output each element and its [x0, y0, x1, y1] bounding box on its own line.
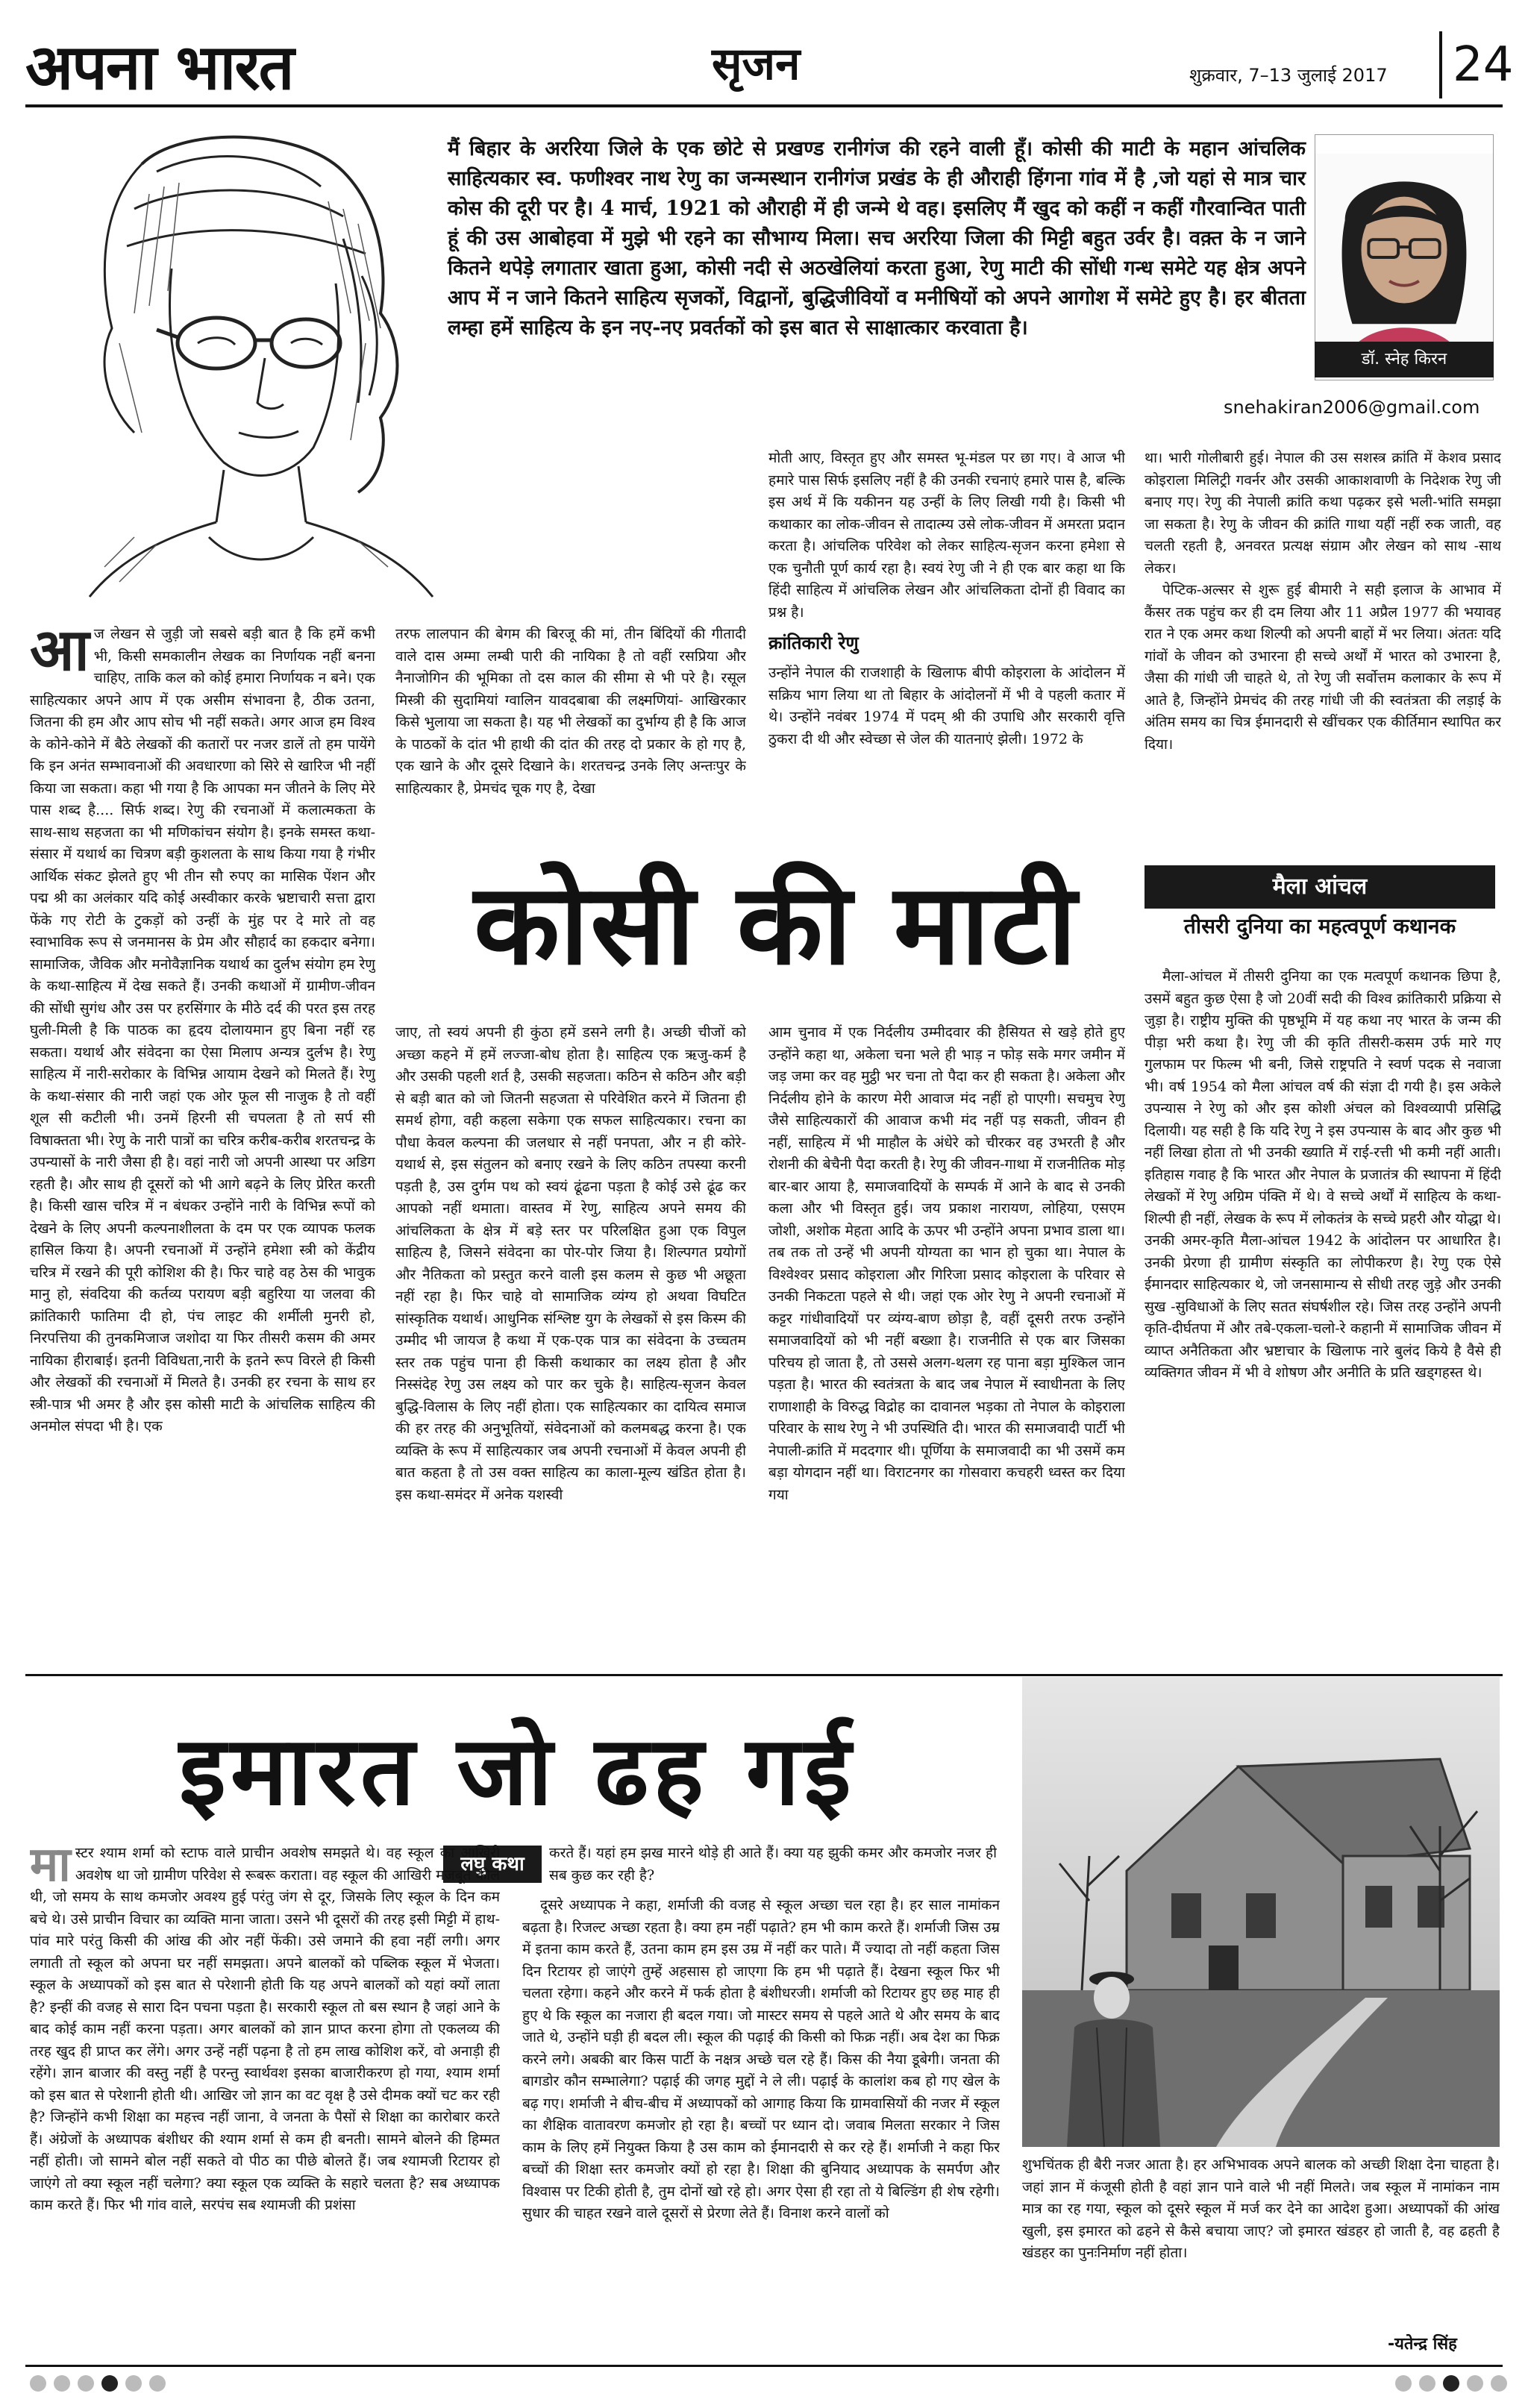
author-email[interactable]: snehakiran2006@gmail.com	[1224, 397, 1480, 418]
sidebar-column	[1145, 966, 1501, 1637]
sidebar-text: मैला-आंचल में तीसरी दुनिया का एक मत्वपूर्ण कथानक छिपा है, उसमें बहुत कुछ ऐसा है जो 20वीं सदी की विश्व क्रांतिकारी प्रक्रिया से जुड़ा है। राष्ट्रीय मुक्ति की पृष्ठभूमि में यह कथा नए भारत के जन्म की पीड़ा भरी कथा है। रेणु जी की कृति तीसरी-कसम उर्फ मारे गए गुलफाम पर फिल्म भी बनी, जिसे राष्ट्रपति ने स्वर्ण पदक से नवाजा भी। वर्ष 1954 को मैला आंचल वर्ष की संज्ञा दी गयी है। इस अकेले उपन्यास ने रेणु को और इस कोशी अंचल को विश्वव्यापी प्रसिद्धि दिलायी। यह सही है कि यदि रेणु ने इस उपन्यास के बाद और कुछ भी नहीं लिखा होता तो भी उनकी ख्याति में राई-रत्ती भी कमी नहीं आती। इतिहास गवाह है कि भारत और नेपाल के प्रजातंत्र की स्थापना में हिंदी लेखकों में रेणु अग्रिम पंक्ति में थे। वे सच्चे अर्थों में साहित्य के कथा-शिल्पी ही नहीं, लेखक के रूप में लोकतंत्र के सच्चे प्रहरी और योद्धा थे। उनकी अमर-कृति मैला-आंचल 1942 के आंदोलन पर आधारित है। उनकी प्रेरणा ही ग्रामीण संस्कृति का लोपीकरण है। रेणु एक ऐसे ईमानदार साहित्यकार थे, जो जनसामान्य से सीधी तरह जुड़े और उनकी सुख -सुविधाओं के लिए सतत संघर्षशील रहे। जिस तरह उन्होंने अपनी कृति-दीर्घतपा में और तबे-एकला-चलो-रे कहानी में सामाजिक जीवन में व्याप्त अनैतिकता और भ्रष्टाचार के खिलाफ नारे बुलंद किये है वैसे ही व्यक्तिगत जीवन में भी वे शोषण और अनीति के प्रति खड्गहस्त थे।	[1145, 968, 1501, 1381]
sketch-portrait-illustration	[30, 119, 448, 604]
story-text: स्टर श्याम शर्मा को स्टाफ वाले प्राचीन अवशेष समझते थे। वह स्कूल का आखिरी अवशेष था जो ग्रामीण परिवेश से रूबरू कराता। वह स्कूल की आखिरी मजबूत कील थी, जो समय के साथ कमजोर अवश्य हुई परंतु जंग से दूर, जिसके लिए स्कूल के दिन कम बचे थे। उसे प्राचीन विचार का व्यक्ति माना जाता। उसने भी दूसरों की तरह इसी मिट्टी में हाथ-पांव मारे परंतु किसी की आंख की ओर नहीं फेंकी। उसे जमाने की हवा नहीं लगी। अगर लगाती तो स्कूल को अपना घर नहीं समझता। अपने बालकों को पब्लिक स्कूल में भेजता। स्कूल के अध्यापकों को इस बात से परेशानी होती कि यह अपने बालकों को यहां क्यों लाता है? इन्हीं की वजह से सारा दिन पचना पड़ता है। सरकारी स्कूल तो बस स्थान है जहां आने के बाद कोई काम नहीं करना पड़ता। अगर बालकों को ज्ञान प्राप्त करना होगा तो एकलव्य की तरह खुद ही प्राप्त कर लेंगे। अगर उन्हें नहीं पढ़ना है तो हम लाख कोशिश करें, वो अनाड़ी ही रहेंगे। ज्ञान बाजार की वस्तु नहीं है परन्तु स्वार्थवश इसका बाजारीकरण हो गया, श्याम शर्मा को इस बात से परेशानी होती थी। आखिर जो ज्ञान का वट वृक्ष है उसे दीमक क्यों चट कर रही है? जिन्होंने कभी शिक्षा का महत्त्व नहीं जाना, वे जनता के पैसों से शिक्षा का कारोबार करते हैं। अंग्रेजों के अध्यापक बंशीधर की श्याम शर्मा से कम ही बनती। सामने बोलने की हिम्मत नहीं होती। जो सामने बोल नहीं सकते वो पीठ का पीछे बोलते हैं। जब श्यामजी रिटायर हो जाएंगे तो क्या स्कूल नहीं चलेगा? क्या स्कूल एक व्यक्ति के सहारे चलता है? सब अध्यापक काम करते हैं। फिर भी गांव वाले, सरपंच सब श्यामजी की प्रशंसा	[30, 1845, 500, 2213]
sidebar-title: तीसरी दुनिया का महत्वपूर्ण कथानक	[1183, 914, 1456, 938]
story-text: शुभचिंतक ही बैरी नजर आता है। हर अभिभावक अपने बालक को अच्छी शिक्षा देना चाहता है। जहां ज्ञान में कंजूसी होती है वहां ज्ञान पाने वाले भी नहीं मिलते। जब स्कूल में नामांकन नाम मात्र का रह गया, स्कूल को दूसरे स्कूल में मर्ज कर देने का आदेश हुआ। अध्यापकों की आंख खुली, इस इमारत को ढहने से कैसे बचाया जाए? जो इमारत खंडहर हो जाती है, वह ढहती है खंडहर का पुनःनिर्माण नहीं होता।	[1022, 2157, 1500, 2261]
nav-dot	[1491, 2375, 1507, 2392]
nav-dot	[1467, 2375, 1483, 2392]
story-column-1	[30, 1843, 500, 2350]
article-subheading: क्रांतिकारी रेणु	[768, 633, 859, 653]
page-navigation-dots	[30, 2375, 166, 2392]
story-column-2-top	[549, 1843, 997, 1887]
story-byline: -यतेन्द्र सिंह	[1388, 2335, 1457, 2354]
section-name: सृजन	[712, 38, 801, 90]
issue-date: शुक्रवार, 7–13 जुलाई 2017	[1189, 65, 1388, 86]
nav-dot-active	[101, 2375, 118, 2392]
story-column-2	[522, 1895, 1000, 2357]
nav-dot	[125, 2375, 142, 2392]
page-navigation-dots	[1395, 2375, 1507, 2392]
old-man-house-photo	[1022, 1677, 1500, 2147]
drop-cap: आ	[30, 624, 90, 684]
drop-cap: मा	[30, 1843, 71, 1893]
article-text: तरफ लालपान की बेगम की बिरजू की मां, तीन बिंदियों की गीतादी वाले दास अम्मा लम्बी पारी की नायिका है तो वहीं रसप्रिया और नैनाजोगिन की भूमिका तो दस काल की सीमा से भी परे है। रसूल मिस्त्री की सुदामियां ग्वालिन यावदबाबा की लक्ष्मणियां- आखिरकार किसे भुलाया जा सकता है। यह भी लेखकों का दुर्भाग्य ही है कि आज के पाठकों के दांत भी हाथी की दांत की तरह दो प्रकार के हो गए है, एक खाने के और दूसरे दिखाने के। शरतचन्द्र उनके लिए अन्तःपुर के साहित्यकार है, प्रेमचंद चूक गए है, देखा	[395, 626, 746, 797]
masthead-rule	[25, 104, 1503, 107]
intro-paragraph: मैं बिहार के अररिया जिले के एक छोटे से प्रखण्ड रानीगंज की रहने वाली हूँ। कोसी की माटी के महान आंचलिक साहित्यकार स्व. फणीश्वर नाथ रेणु का जन्मस्थान रानीगंज प्रखंड के ही औराही हिंगना गांव में है ,जो यहां से मात्र चार कोस की दूरी पर है। 4 मार्च, 1921 को औराही में ही जन्मे थे वह। इसलिए मैं खुद को कहीं न कहीं गौरवान्वित पाती हूं की उस आबोहवा में मुझे भी रहने का सौभाग्य मिला। सच अररिया जिला की मिट्टी बहुत उर्वर है। वक़्त के न जाने कितने थपेड़े लगातार खाता हुआ, कोसी नदी से अठखेलियां करता हुआ, रेणु माटी की सोंधी गन्ध समेटे यह क्षेत्र अपने आप में न जाने कितने साहित्य सृजकों, विद्वानों, बुद्धिजीवियों व मनीषियों को अपने आगोश में समेटे हुए है। हर बीतता लम्हा हमें साहित्य के इन नए-नए प्रवर्तकों को इस बात से साक्षात्कार करवाता है।	[448, 137, 1306, 339]
article-headline: कोसी की माटी	[474, 860, 1078, 990]
page-number: 24	[1439, 31, 1513, 98]
masthead	[25, 30, 1514, 112]
story-text: दूसरे अध्यापक ने कहा, शर्माजी की वजह से स्कूल अच्छा चल रहा है। हर साल नामांकन बढ़ता है। रिजल्ट अच्छा रहता है। क्या हम नहीं पढ़ाते? हम भी काम करते हैं। शर्माजी जिस उम्र में इतना काम करते हैं, उतना काम हम इस उम्र में नहीं कर पाते। मैं ज्यादा तो नहीं कहता जिस दिन रिटायर हो जाएंगे तुम्हें अहसास हो जाएगा कि हम भी पढ़ाते हैं। देखना स्कूल फिर भी चलता रहेगा। कहने और करने में फर्क होता है बंशीधरजी। शर्माजी को रिटायर हुए छह माह ही हुए थे कि स्कूल का नजारा ही बदल गया। जो मास्टर समय से पहले आते थे और समय के बाद जाते थे, उन्होंने घड़ी ही बदल ली। स्कूल की पढ़ाई की किसी को फिक्र नहीं। अब देश का फिक्र करने लगे। अबकी बार किस पार्टी के नक्षत्र अच्छे चल रहे हैं। किस की नैया डूबेगी। जनता की बागडोर कौन सम्भालेगा? पढ़ाई की जगह मुद्दों ने ले ली। पढ़ाई के कालांश कब हो गए खेल के बढ़ गए। शर्माजी ने बीच-बीच में अध्यापकों को आगाह किया कि ग्रामवासियों की नजर में स्कूल का शैक्षिक वातावरण कमजोर हो रहा है। बच्चों पर ध्यान दो। जवाब मिलता सरकार ने जिस काम के लिए हमें नियुक्त किया है उस काम को ईमानदारी से कर रहे हैं। शर्माजी ने कहा फिर बच्चों की शिक्षा स्तर कमजोर क्यों हो रहा है। शिक्षा की बुनियाद अध्यापक के समर्पण और विश्वास पर टिकी होती है, तुम दोनों खो रहे हो। अगर ऐसा ही रहा तो ये बिल्डिंग ही शेष रहेगी। सुधार की चाहत रखने वाले दूसरों से प्रेरणा लेते हैं। विनाश करने वालों को	[522, 1897, 1000, 2222]
article-text: उन्होंने नेपाल की राजशाही के खिलाफ बीपी कोइराला के आंदोलन में सक्रिय भाग लिया था तो बिहार के आंदोलनों में भी वे पहली कतार में थे। उन्होंने नवंबर 1974 में पदम् श्री की उपाधि और सरकारी वृत्ति ठुकरा दी थी और स्वेच्छा से जेल की यातनाएं झेली। 1972 के	[768, 665, 1125, 747]
nav-dot	[54, 2375, 70, 2392]
story-text: करते हैं। यहां हम झख मारने थोड़े ही आते हैं। क्या यह झुकी कमर और कमजोर नजर ही सब कुछ कर रही है?	[549, 1845, 997, 1884]
article-column-4	[1145, 448, 1501, 850]
article-column-2	[395, 624, 746, 847]
article-column-3	[768, 448, 1125, 850]
brand-logo: अपना भारत	[25, 31, 293, 104]
sidebar-label: मैला आंचल	[1145, 865, 1495, 909]
article-column-5	[395, 1022, 746, 1649]
article-text: था। भारी गोलीबारी हुई। नेपाल की उस सशस्त्र क्रांति में केशव प्रसाद कोइराला मिलिट्री गवर्नर और उसकी आकाशवाणी के निदेशक रेणु जी बनाए गए। रेणु की नेपाली क्रांति कथा पढ़कर इसे भली-भांति समझा जा सकता है। रेणु के जीवन की क्रांति गाथा यहीं नहीं रुक जाती, वह चलती रहती है, अनवरत प्रत्यक्ष संग्राम और लेखन को साथ -साथ लेकर।	[1145, 450, 1501, 577]
article-text: ज लेखन से जुड़ी जो सबसे बड़ी बात है कि हमें कभी भी, किसी समकालीन लेखक का निर्णायक नहीं बनना चाहिए, ताकि कल को कोई हमारा निर्णायक न बने। एक साहित्यकार अपने आप में एक असीम संभावना है, ठीक उतना, जितना की हम और आप सोच भी नहीं सकते। अगर आज हम विश्व के कोने-कोने में बैठे लेखकों की कतारों पर नजर डालें तो हम पायेंगे कि इन अनंत सम्भावनाओं की अवधारणा को सिरे से खारिज भी नहीं किया जा सकता। कहा भी गया है कि आपका मन जीतने के लिए मेरे पास शब्द है.... सिर्फ शब्द। रेणु की रचनाओं में कलात्मकता के साथ-साथ सहजता का भी मणिकांचन संयोग है। इनके समस्त कथा-संसार में यथार्थ का चित्रण बड़ी कुशलता के साथ किया गया है गंभीर आर्थिक संकट झेलते हुए भी तीन सौ रुपए का मासिक पेंशन और पद्म श्री का अलंकार यदि कोई अस्वीकार करके भ्रष्टाचारी सत्ता द्वारा फेंके गए रोटी के टुकड़ों को उन्हीं के मुंह पर दे मारे तो वह स्वाभाविक रूप से जनमानस के प्रेम और सौहार्द का हकदार बनेगा। सामाजिक, जैविक और मनोवैज्ञानिक यथार्थ का दुर्लभ संयोग हम रेणु के कथा-साहित्य में देख सकते हैं। उनकी कथाओं में ग्रामीण-जीवन की सोंधी सुगंध और उस पर हरसिंगार के मीठे दर्द की परत इस तरह घुली-मिली है कि पाठक का हृदय दोलायमान हुए बिना नहीं रह सकता। यथार्थ और संवेदना का ऐसा मिलाप अन्यत्र दुर्लभ है। रेणु साहित्य में नारी-सरोकार के विभिन्न आयाम देखने को मिलते हैं। रेणु के कथा-संसार की नारी जहां एक ओर फूल सी नाजुक है तो वहीं शूल सी कटीली भी। उनमें हिरनी सी चपलता है तो सर्प सी विषाक्तता भी। रेणु के नारी पात्रों का चरित्र करीब-करीब शरतचन्द्र के उपन्यासों के नारी जैसा ही है। वहां नारी जो अपनी आस्था पर अडिग रहती है। और साथ ही दूसरों को भी आगे बढ़ने के लिए प्रेरित करती है। किसी खास चरित्र में न बंधकर उन्होंने नारी के विभिन्न रूपों को देखने के लिए अपनी कल्पनाशीलता के दम पर एक व्यापक फलक हासिल किया है। अपनी रचनाओं में उन्होंने हमेशा स्त्री को केंद्रीय चरित्र में रखने की पूरी कोशिश की है। फिर चाहे वह ठेस की भावुक मानु हो, संवदिया की कर्तव्य परायण बड़ी बहुरिया या जलवा की क्रांतिकारी फातिमा दी हो, पंच लाइट की शर्मीली मुनरी हो, निरपत्तिया की तुनकमिजाज जशोदा या फिर तीसरी कसम की अमर नायिका हीराबाई। इतनी विविधता,नारी के इतने रूप विरले ही किसी और लेखकों की रचनाओं में मिलते है। उनकी हर रचना के साथ हर स्त्री-पात्र भी अमर है और इस कोसी माटी के आंचलिक साहित्य की अनमोल संपदा भी है। एक	[30, 626, 375, 1435]
article-text: पेप्टिक-अल्सर से शुरू हुई बीमारी ने सही इलाज के आभाव में कैंसर तक पहुंच कर ही दम लिया और 11 अप्रैल 1977 की भयावह रात ने एक अमर कथा शिल्पी को अपनी बाहों में भर लिया। अंततः यदि गांवों के जीवन को उभारना ही सच्चे अर्थों में भारत को उभारना है, जैसा की गांधी जी चाहते थे, तो रेणु जी सर्वोत्तम कलाकार के रूप में आते है, जिन्होंने प्रेमचंद की तरह गांधी जी की स्वतंत्रता की लड़ाई के अंतिम समय का चित्र ईमानदारी से खींचकर एक कीर्तिमान स्थापित कर दिया।	[1145, 582, 1501, 753]
nav-dot	[30, 2375, 46, 2392]
article-column-1	[30, 624, 375, 1653]
story-column-3	[1022, 2154, 1500, 2341]
nav-dot	[1419, 2375, 1435, 2392]
author-name: डॉ. स्नेह किरन	[1315, 342, 1494, 377]
footer-rule	[25, 2365, 1503, 2367]
article-text: आम चुनाव में एक निर्दलीय उम्मीदवार की हैसियत से खड़े होते हुए उन्होंने कहा था, अकेला चना भले ही भाड़ न फोड़ सके मगर जमीन में जड़ जमा कर वह मुट्ठी भर चना तो पैदा कर ही सकता है। अकेला और निर्दलीय होने के कारण मेरी आवाज मंद नहीं हो पाएगी। सचमुच रेणु जैसे साहित्यकारों की आवाज कभी मंद नहीं पड़ सकती, जीवन ही नहीं, साहित्य में भी माहौल के अंधेरे को चीरकर वह उभरती है और रोशनी की बेचैनी पैदा करती है। रेणु की जीवन-गाथा में राजनीतिक मोड़ बार-बार आया है, समाजवादियों के सम्पर्क में आने के बाद से उनकी कला और भी विस्तृत हुई। जय प्रकाश नारायण, लोहिया, एसएम जोशी, अशोक मेहता आदि के ऊपर भी उन्होंने अपना प्रभाव डाला था। तब तक तो उन्हें भी अपनी योग्यता का भान हो चुका था। नेपाल के विश्वेश्वर प्रसाद कोइराला और गिरिजा प्रसाद कोइराला के परिवार से उनकी निकटता पहले से थी। जहां एक ओर रेणु ने अपनी रचनाओं में कट्टर गांधीवादियों पर व्यंग्य-बाण छोड़ा है, वहीं दूसरी तरफ उन्होंने समाजवादियों को भी नहीं बख्शा है। राजनीति से एक बार जिसका परिचय हो जाता है, तो उससे अलग-थलग रह पाना बड़ा मुश्किल जान पड़ता है। भारत की स्वतंत्रता के बाद जब नेपाल में स्वाधीनता के लिए राणाशाही के विरुद्ध विद्रोह का दावानल भड़का तो नेपाल के कोइराला परिवार के साथ रेणु ने भी उपस्थिति दी। भारत की समाजवादी पार्टी भी नेपाली-क्रांति में मददगार थी। पूर्णिया के समाजवादी का भी उसमें कम बड़ा योगदान नहीं था। विराटनगर का गोसवारा कचहरी ध्वस्त कर दिया गया	[768, 1024, 1125, 1503]
nav-dot	[78, 2375, 94, 2392]
nav-dot	[149, 2375, 166, 2392]
article-text: मोती आए, विस्तृत हुए और समस्त भू-मंडल पर छा गए। वे आज भी हमारे पास सिर्फ इसलिए नहीं है की उनकी रचनाएं हमारे पास है, बल्कि इस अर्थ में कि यकीनन यह उन्हीं के लिए लिखी गयी है। किसी भी कथाकार का लोक-जीवन से तादात्म्य उसे लोक-जीवन में अमरता प्रदान करता है। आंचलिक परिवेश को लेकर साहित्य-सृजन करना हमेशा से एक चुनौती पूर्ण कार्य रहा है। स्वयं रेणु जी ने ही एक बार कहा था कि हिंदी साहित्य में आंचलिक लेखन और आंचलिकता दोनों ही विवाद का प्रश्न है।	[768, 450, 1125, 621]
section-divider	[25, 1674, 1503, 1676]
story-headline: इमारत जो ढह गई	[179, 1716, 856, 1827]
story-tag: लघु कथा	[443, 1846, 542, 1883]
nav-dot-active	[1443, 2375, 1459, 2392]
article-text: जाए, तो स्वयं अपनी ही कुंठा हमें डसने लगी है। अच्छी चीजों को अच्छा कहने में हमें लज्जा-बोध होता है। साहित्य एक ऋजु-कर्म है और उसकी पहली शर्त है, उसकी सहजता। कठिन से कठिन और बड़ी से बड़ी बात को जो जितनी सहजता से परिवेशित करने में जितना ही समर्थ होगा, वही कहला सकेगा एक सफल साहित्यकार। रचना का पौधा केवल कल्पना की जलधार से नहीं पनपता, और न ही कोरे-यथार्थ से, इस संतुलन को बनाए रखने के लिए कठिन तपस्या करनी पड़ती है, उस दुर्गम पथ को स्वयं ढूंढना पड़ता है कोई उसे ढूंढ कर आपको नहीं थमाता। वास्तव में रेणु, साहित्य अपने समय की आंचलिकता के क्षेत्र में बड़े स्तर पर परिलक्षित हुआ एक विपुल साहित्य है, जिसने संवेदना का पोर-पोर जिया है। शिल्पगत प्रयोगों और नैतिकता को प्रस्तुत करने वाली इस कलम से कुछ भी अछूता नहीं रहा है। फिर चाहे वो सामाजिक व्यंग्य हो अथवा विघटित सांस्कृतिक यथार्थ। आधुनिक संश्लिष्ट युग के लेखकों से इस किस्म की उम्मीद भी जायज है कथा में एक-एक पात्र का संवेदना के उच्चतम स्तर तक पहुंच पाना ही किसी कथाकार का लक्ष्य होता है और निस्संदेह रेणु उस लक्ष्य को पार कर चुके है। साहित्य-सृजन केवल बुद्धि-विलास के लिए नहीं होता। एक साहित्यकार का दायित्व समाज की हर तरह की अनुभूतियों, संवेदनाओं को कलमबद्ध करना है। एक व्यक्ति के रूप में साहित्यकार जब अपनी रचनाओं में केवल अपनी ही बात कहता है तो उस वक्त साहित्य का काला-मूल्य खंडित होता है। इस कथा-समंदर में अनेक यशस्वी	[395, 1024, 746, 1503]
nav-dot	[1395, 2375, 1412, 2392]
article-column-6	[768, 1022, 1125, 1649]
